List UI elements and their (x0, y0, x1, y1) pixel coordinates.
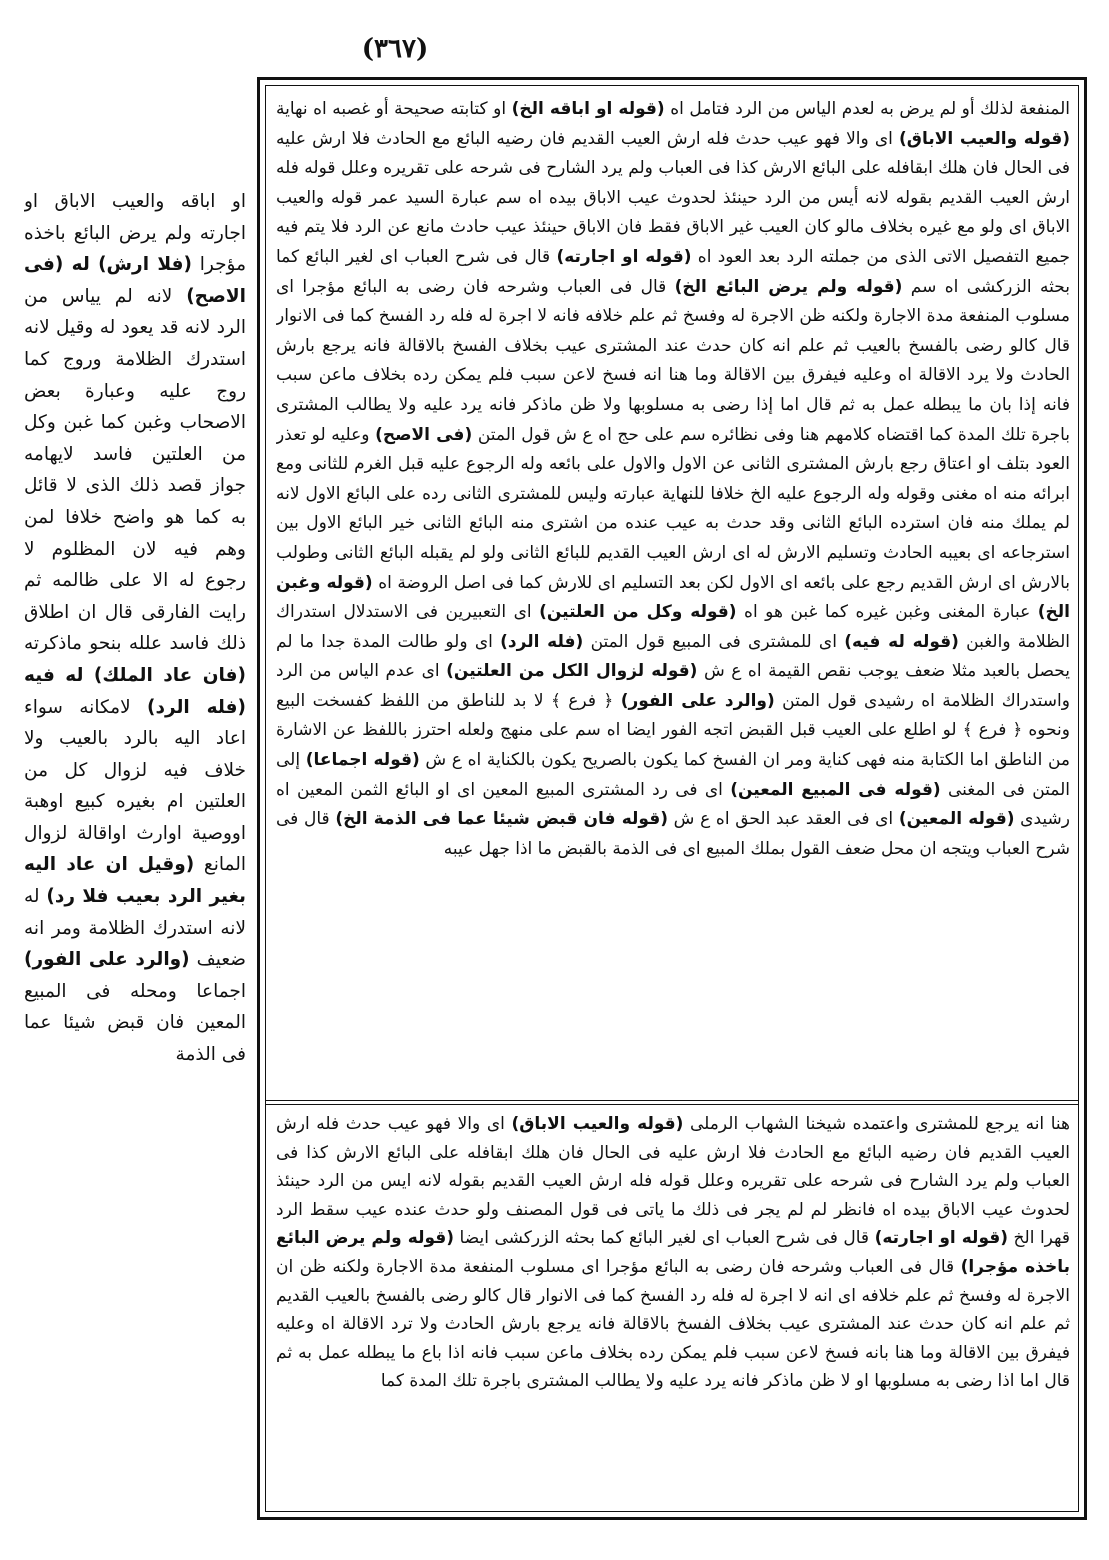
body-text: قال فى العباب وشرحه فان رضى به البائع مؤجرا اى مسلوب المنفعة مدة الاجارة ولكنه ظن الاجرة له وفسخ ثم علم خلافه فانه لا اجرة له فله رد الفسخ كما فى الانوار قال كالو رضى بالفسخ بالعيب ثم علم انه كان حدث عند المشترى عيب بخلاف الفسخ بالاقالة فانه يرجع بارش الحادث ولا يرد الاقالة اه وعليه فيفرق بين الاقالة وما هنا انه فسخ لاعن سبب فلم يمكن رده بخلاف ماعن سبب فانه إذا بان ما يبطله عمل به ثم قال اما إذا رضى به مسلوبها ولا ظن ماذكر فانه يرد عليه ولا يطالب المشترى باجرة تلك المدة كما اقتضاه كلامهم هنا وفى نظائره سم على حج اه ع ش قول المتن (276, 276, 1070, 445)
body-text: قال فى شرح العباب اى لغير البائع كما بحثه الزركشى ايضا (454, 1228, 875, 1249)
body-text: لانه لم يياس من الرد لانه قد يعود له وقيل لانه استدرك الظلامة وروج كما روج عليه وعبارة بعض الاصحاب وغبن كما غبن وكل من العلتين فاسد لايهامه جواز قصد ذلك الذى لا قائل به كما هو واضح خلافا لمن وهم فيه لان المظلوم لا رجوع له الا على ظالمه ثم رايت الفارقى قال ان اطلاق ذلك فاسد علله بنحو ماذكرته (24, 285, 246, 655)
lemma-text: (قوله اجماعا) (305, 750, 420, 771)
section-divider-inner (265, 1104, 1079, 1105)
body-text: لامكانه سواء اعاد اليه بالرد بالعيب ولا خلاف فيه لزوال كل من العلتين ام بغيره كبيع اوهبة اووصية اوارث اواقالة لزوال المانع (24, 696, 246, 876)
page-number: (٣٦٧) (361, 34, 429, 64)
body-text: عبارة المغنى وغبن غيره كما غبن هو اه (736, 602, 1038, 623)
lower-commentary (276, 1110, 1070, 1505)
body-text: قال فى شرح العباب ويتجه ان محل ضعف القول بملك المبيع اى فى الذمة بالقبض ما اذا جهل عيبه (276, 809, 1070, 859)
upper-commentary (276, 95, 1070, 1095)
body-text: قال فى العباب وشرحه فان رضى به البائع مؤجرا اى مسلوب المنفعة مدة الاجارة ولكنه ظن ان الاجرة له وفسخ ثم علم خلافه اى انه لا اجرة له فله رد الفسخ كما فى الانوار قال كالو رضى بالفسخ بالعيب القديم ثم علم انه كان حدث عند المشترى عيب بخلاف الفسخ بالاقالة فانه يرجع بارش الحادث ولا ترد الاقالة اه وعليه فيفرق بين الاقالة وما هنا بانه فسخ لاعن سبب فلم يمكن رده بخلاف ماعن سبب فانه اذا باع ما يبطله عمل به ثم قال اما اذا رضى به مسلوبها او لا ظن ماذكر فانه يرد عليه ولا يطالب المشترى باجرة تلك المدة كما (276, 1256, 1070, 1392)
lemma-text: (قوله فان قبض شيئا عما فى الذمة الخ) (335, 809, 668, 830)
lemma-text: (قوله ولم يرض البائع الخ) (674, 276, 903, 297)
body-text: اى فى العقد عبد الحق اه ع ش (668, 809, 899, 830)
body-text: اى عدم الياس من الرد واستدراك الظلامة اه رشيدى قول المتن (276, 661, 1070, 711)
lemma-text: (قوله وكل من العلتين) (539, 602, 737, 623)
lemma-text: (قوله والعيب الاباق) (898, 128, 1070, 149)
body-text: هنا انه يرجع للمشترى واعتمده شيخنا الشهاب الرملى (683, 1114, 1070, 1134)
body-text: اى ولو طالت المدة جدا ما لم يحصل بالعبد مثلا ضعف يوجب نقص القيمة اه ع ش (276, 631, 1070, 682)
body-text: قال فى شرح العباب اى لغير البائع كما بحثه الزركشى اه سم (276, 246, 1070, 297)
body-text: اى للمشترى فى المبيع قول المتن (583, 631, 845, 652)
body-text: المنفعة لذلك أو لم يرض به لعدم الياس من الرد فتامل اه (664, 99, 1070, 119)
body-text: او كتابته صحيحة أو غصبه اه نهاية (276, 99, 512, 119)
body-text: او اباقه والعيب الاباق او اجارته ولم يرض البائع باخذه مؤجرا (24, 191, 246, 276)
matn-column (24, 186, 246, 1366)
lemma-text: (قوله او اباقه الخ) (511, 99, 665, 119)
body-text: اى والا فهو عيب حدث فله ارش العيب القديم فان رضيه البائع مع الحادث فلا ارش عليه فى الحال فان هلك ابقافله على البائع الارش كذا فى العباب ولم يرد الشارح فى شرحه على تقريره وعلل قوله فله ارش العيب القديم بقوله لانه أيس من الرد حينئذ لحدوث عيب الاباق بيده اه سم عبارة السيد عمر قوله والعيب الاباق اى ولو مع غيره بخلاف مالو كان العيب غير الاباق فقط فان الاباق حينئذ عيب حادث مانع عن الرد فلا يتم فيه جميع التفصيل الاتى الذى من جملته الرد بعد العود اه (276, 128, 1070, 267)
body-text: اجماعا ومحله فى المبيع المعين فان قبض شيئا عما فى الذمة (24, 980, 246, 1066)
lemma-text: (والرد على الفور) (24, 949, 190, 971)
body-text: اى والا فهو عيب حدث فله ارش العيب القديم فان رضيه البائع مع الحادث فلا ارش عليه فى الحال فان هلك ابقافله على البائع الارش كذا فى العباب ولم يرد الشارح فى شرحه على تقريره وعلل قوله فله ارش العيب القديم بقوله لانه ايس من الرد حينئذ لحدوث عيب الاباق بيده اه فانظر لم لم يجر فى ذلك ما ياتى فى قول المصنف ولو حدث عنده عيب سقط الرد قهرا الخ (276, 1114, 1070, 1249)
body-text: وعليه لو تعذر العود بتلف او اعتاق رجع بارش المشترى الثانى عن الاول والاول على بائعه وله الرجوع عليه قبل الغرم للثانى ومع ابرائه منه اه مغنى وقوله وله الرجوع عليه الخ خلافا للنهاية عبارته وليس للمشترى الثانى رده على البائع الاول لانه لم يملك منه فان استرده البائع الثانى وقد حدث به عيب عنده من اشترى منه البائع الثانى خير البائع الاول بين استرجاعه اى بعيبه الحادث وتسليم الارش له اى ارش العيب القديم للبائع الثانى ولو لم يقبله البائع الثانى وطولب بالارش اى ارش القديم رجع على بائعه اى الاول لكن بعد التسليم اى للارش كما فى اصل الروضة اه (276, 424, 1070, 593)
lemma-text: (قوله او اجارته) (874, 1228, 1009, 1249)
section-divider (265, 1100, 1079, 1101)
lemma-text: (قوله ولم يرض البائع باخذه مؤجرا) (276, 1228, 1070, 1277)
lemma-text: (والرد على الفور) (620, 690, 775, 711)
lemma-text: (قوله فى المبيع المعين) (730, 779, 941, 800)
lemma-text: (وقيل ان عاد اليه بغير الرد بعيب فلا رد) (24, 854, 246, 908)
lemma-text: (فان عاد الملك) له فيه (فله الرد) (24, 664, 246, 718)
lemma-text: (قوله لزوال الكل من العلتين) (446, 661, 698, 682)
body-text: اى التعبيرين فى الاستدلال استدراك الظلامة والغبن (276, 602, 1070, 652)
lemma-text: (قوله وغبن الخ) (276, 572, 1070, 623)
lower-commentary-paragraph (276, 1110, 1070, 1396)
body-text: إلى المتن فى المغنى (276, 750, 1070, 800)
body-text: له لانه استدرك الظلامة ومر انه ضعيف (24, 886, 246, 971)
lemma-text: (قوله والعيب الاباق) (511, 1114, 684, 1134)
lemma-text: (قوله المعين) (898, 809, 1015, 830)
body-text: اى فى رد المشترى المبيع المعين اى او البائع الثمن المعين اه رشيدى (276, 779, 1070, 830)
upper-commentary-paragraph (276, 95, 1070, 864)
lemma-text: (فلا ارش) له (فى الاصح) (24, 254, 246, 307)
lemma-text: (قوله او اجارته) (556, 246, 692, 267)
lemma-text: (قوله له فيه) (844, 631, 959, 652)
body-text: ﴿ فرع ﴾ لا بد للناطق من اللفظ كفسخت البيع ونحوه ﴿ فرع ﴾ لو اطلع على العيب قبل القبض اتجه الفور ايضا اه سم على منهج ولعله احترز باللفظ عن الاشارة من الناطق اما الكتابة منه فهى كناية ومر ان الفسخ كما يكون بالصريح يكون بالكناية اه ع ش (276, 690, 1070, 771)
lemma-text: (فى الاصح) (375, 424, 473, 445)
matn-paragraph (24, 186, 246, 1071)
lemma-text: (فله الرد) (500, 631, 584, 652)
